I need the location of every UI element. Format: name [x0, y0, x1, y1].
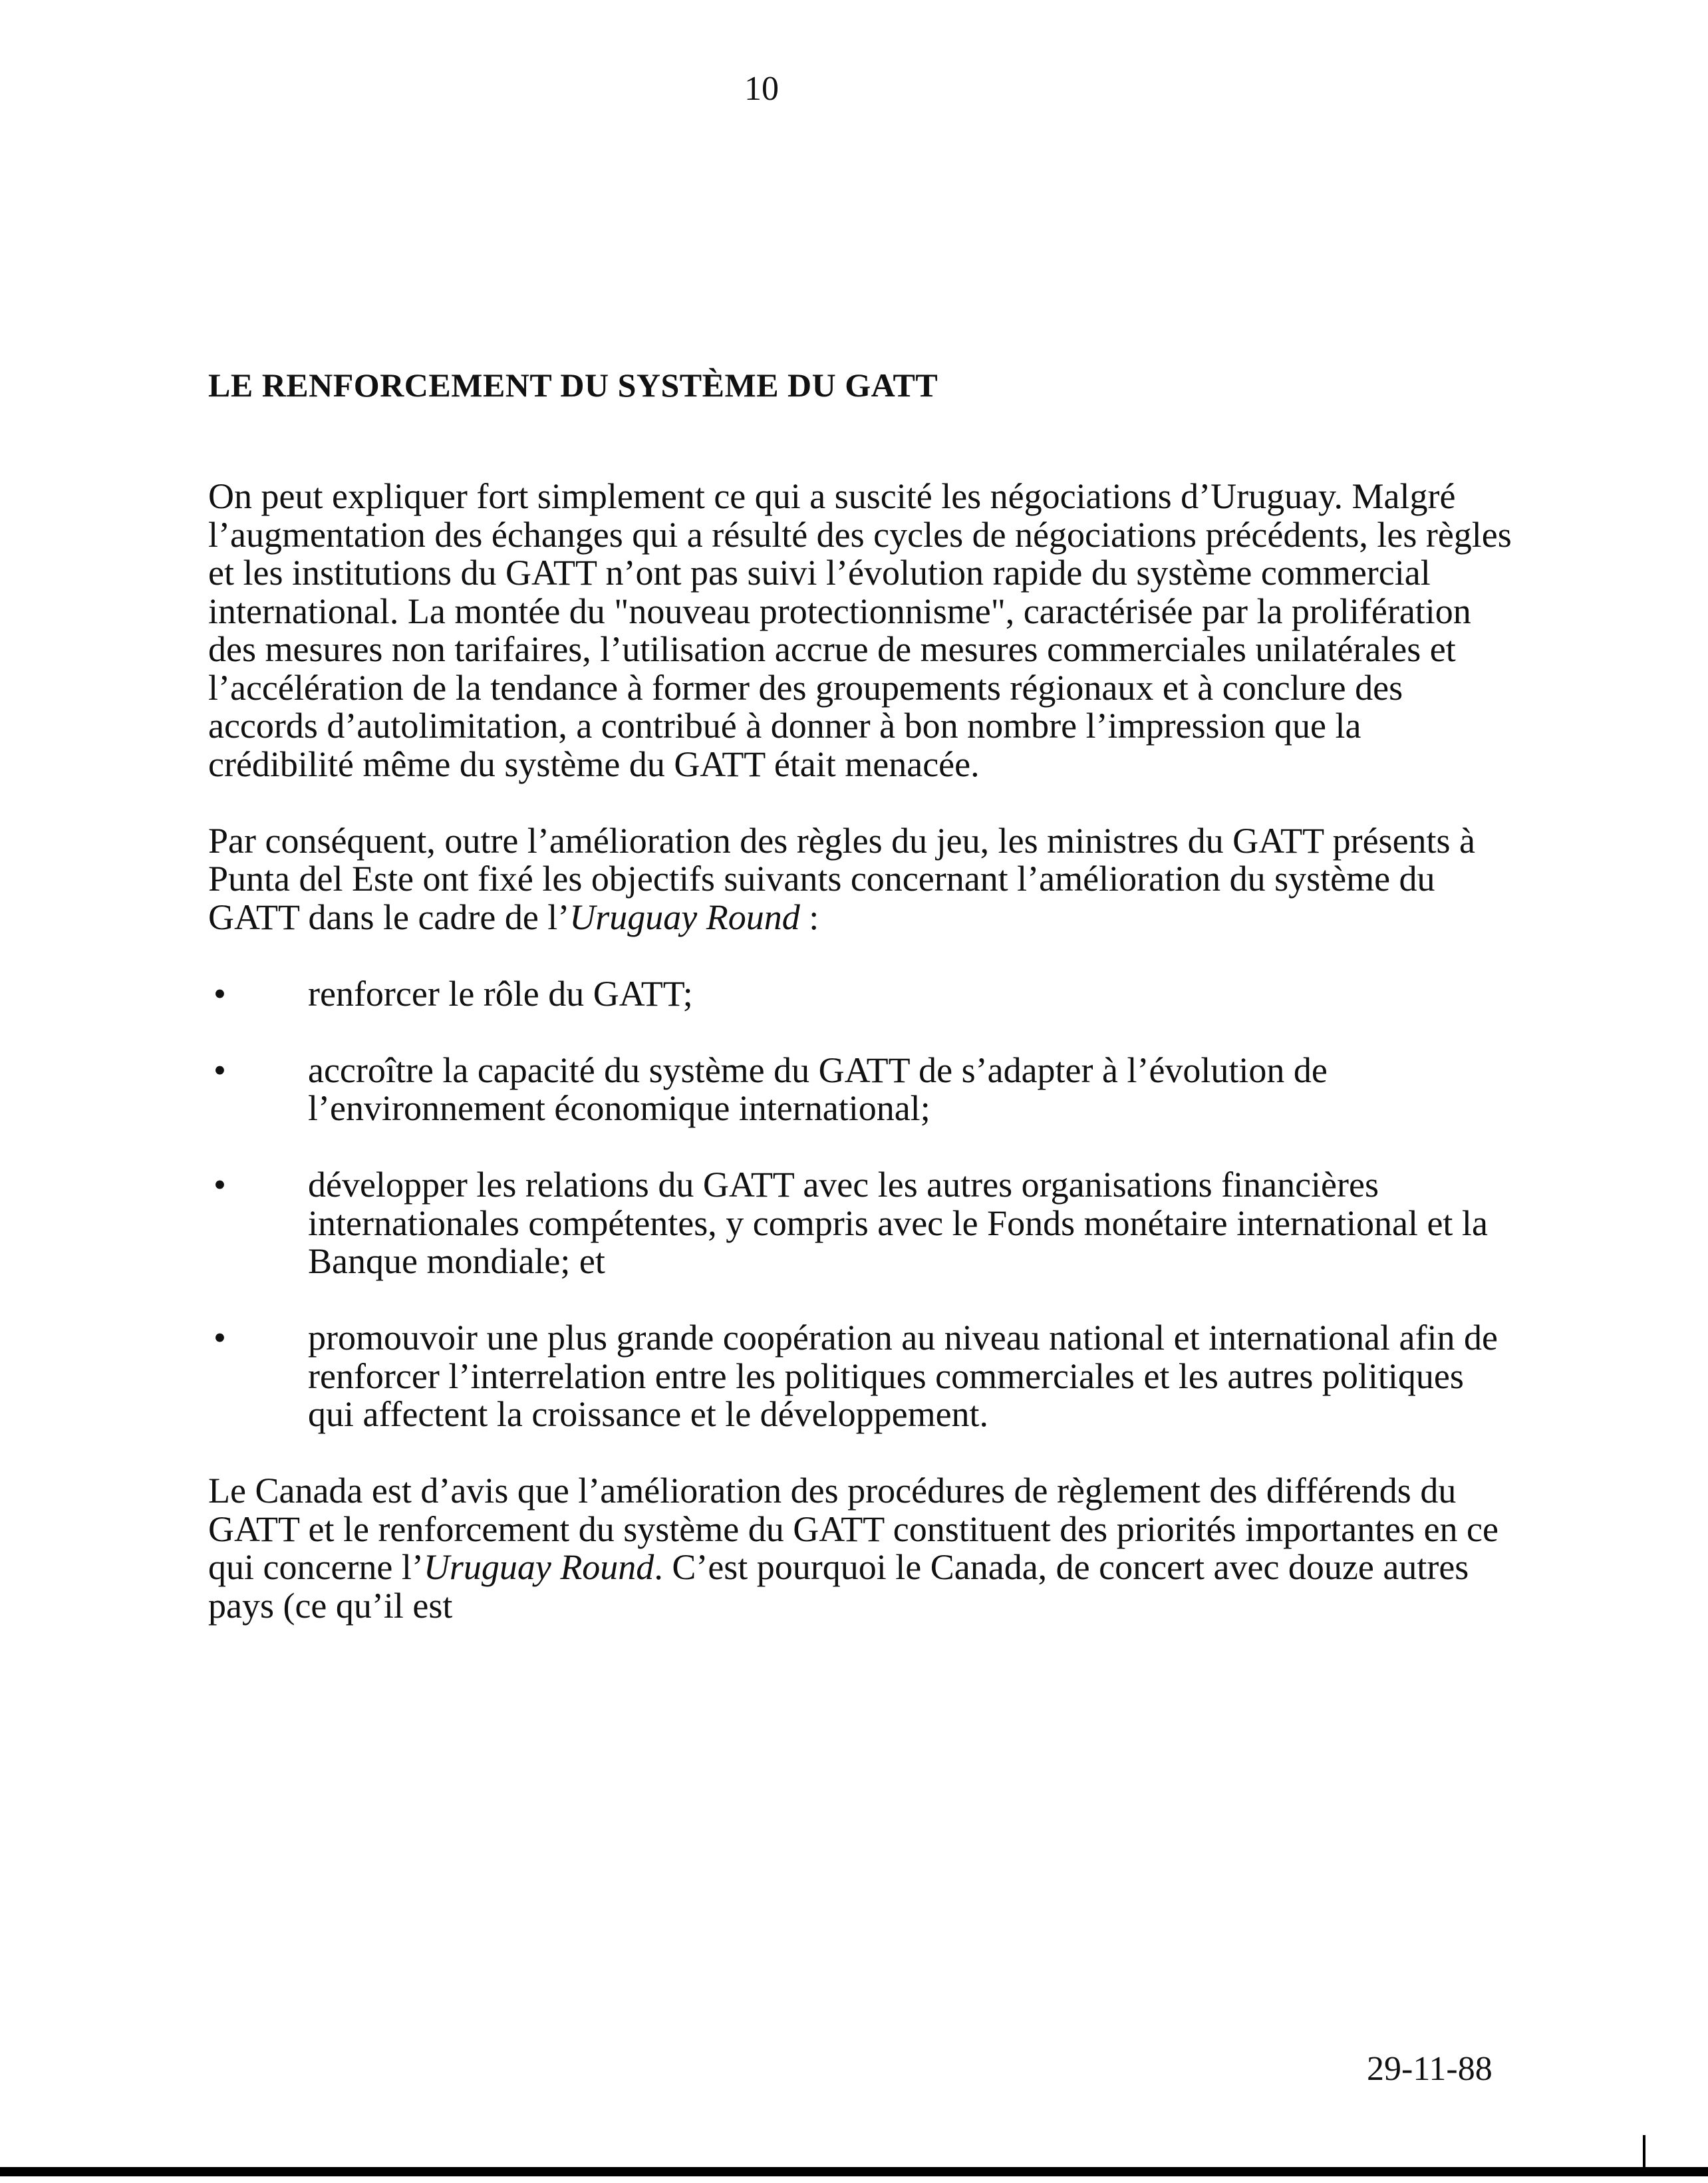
uruguay-round-emphasis: Uruguay Round: [569, 897, 800, 937]
paragraph-objectives-text: Par conséquent, outre l’amélioration des règles du jeu, les ministres du GATT présents à Punta del Este ont fixé les objectifs suivants concernant l’amélioration du système du GATT dans le cadre de l’: [208, 820, 1476, 937]
paragraph-canada: [208, 1472, 1512, 1625]
list-item-text: promouvoir une plus grande coopération au niveau national et international afin de renforcer l’interrelation entre les politiques commerciales et les autres politiques qui affectent la croissance et le développement.: [308, 1318, 1498, 1434]
objectives-list: [208, 975, 1512, 1434]
bullet-icon: •: [214, 1050, 226, 1090]
list-item-text: développer les relations du GATT avec les autres organisations financières internationales compétentes, y compris avec le Fonds monétaire international et la Banque mondiale; et: [308, 1165, 1488, 1281]
scan-edge-mark: [1643, 2135, 1645, 2167]
bullet-icon: •: [214, 1165, 226, 1205]
page-number: 10: [744, 70, 779, 108]
bullet-icon: •: [214, 973, 226, 1014]
paragraph-canada-tail: . C’est pourquoi le Canada, de concert avec douze autres pays (ce qu’il est: [208, 1547, 1469, 1626]
document-date: 29-11-88: [1367, 2050, 1493, 2088]
body-text: [208, 478, 1512, 1664]
paragraph-intro: On peut expliquer fort simplement ce qui a suscité les négociations d’Uruguay. Malgré l’augmentation des échanges qui a résulté des cycles de négociations précédents, les règles et les institutions du GATT n’ont pas suivi l’évolution rapide du système commercial international. La montée du "nouveau protectionnisme", caractérisée par la prolifération des mesures non tarifaires, l’utilisation accrue de mesures commerciales unilatérales et l’accélération de la tendance à former des groupements régionaux et à conclure des accords d’autolimitation, a contribué à donner à bon nombre l’impression que la crédibilité même du système du GATT était menacée.: [208, 476, 1512, 784]
paragraph-objectives-tail: :: [799, 897, 819, 937]
bullet-icon: •: [214, 1318, 226, 1358]
list-item-text: renforcer le rôle du GATT;: [308, 973, 693, 1014]
list-item: [208, 1166, 1512, 1281]
list-item: [208, 1319, 1512, 1434]
scan-bottom-border: [0, 2167, 1708, 2176]
list-item: [208, 975, 1512, 1014]
section-heading: LE RENFORCEMENT DU SYSTÈME DU GATT: [208, 366, 938, 404]
paragraph-canada-text: Le Canada est d’avis que l’amélioration des procédures de règlement des différends du GATT et le renforcement du système du GATT constituent des priorités importantes en ce qui concerne l’: [208, 1471, 1498, 1587]
list-item-text: accroître la capacité du système du GATT de s’adapter à l’évolution de l’environnement économique international;: [308, 1050, 1328, 1128]
list-item: [208, 1052, 1512, 1128]
uruguay-round-emphasis: Uruguay Round: [423, 1547, 654, 1587]
paragraph-objectives: [208, 822, 1512, 937]
